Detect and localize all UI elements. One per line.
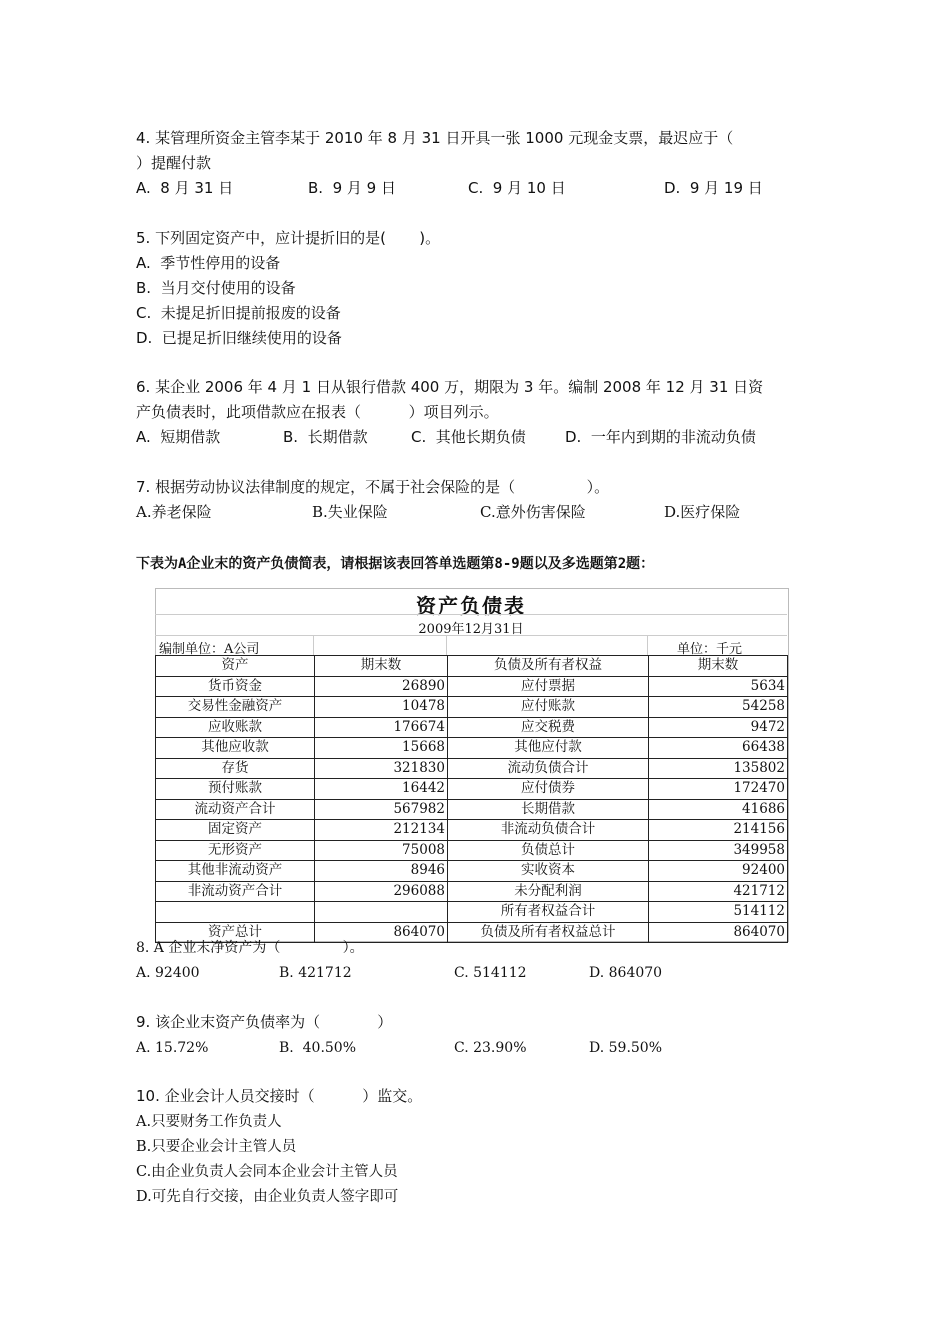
balance-sheet-title: 资产负债表 <box>416 594 526 618</box>
asset-amount: 26890 <box>315 676 448 697</box>
q10-stem: 10. 企业会计人员交接时（ ）监交。 <box>136 1087 423 1105</box>
table-row <box>156 881 788 902</box>
asset-name: 无形资产 <box>156 840 315 861</box>
balance-sheet-date: 2009年12月31日 <box>418 622 524 637</box>
asset-name: 其他非流动资产 <box>156 861 315 882</box>
asset-amount: 321830 <box>315 758 448 779</box>
q6-option-d: D. 一年内到期的非流动负债 <box>565 428 756 446</box>
asset-name: 应收账款 <box>156 717 315 738</box>
divider <box>647 635 648 655</box>
table-row <box>156 902 788 923</box>
q9-option-a: A. 15.72% <box>136 1040 209 1056</box>
asset-name: 非流动资产合计 <box>156 881 315 902</box>
table-row <box>156 717 788 738</box>
q8-option-a: A. 92400 <box>136 965 200 981</box>
liability-name: 非流动负债合计 <box>448 820 649 841</box>
q6-option-a: A. 短期借款 <box>136 428 221 446</box>
q9-stem: 9. 该企业末资产负债率为（ ） <box>136 1013 393 1031</box>
liability-amount: 864070 <box>649 922 788 943</box>
q9-option-d: D. 59.50% <box>589 1040 663 1056</box>
asset-name: 货币资金 <box>156 676 315 697</box>
q7-option-d: D.医疗保险 <box>664 503 741 521</box>
liability-name: 应付账款 <box>448 697 649 718</box>
asset-amount: 15668 <box>315 738 448 759</box>
asset-name: 流动资产合计 <box>156 799 315 820</box>
asset-name: 存货 <box>156 758 315 779</box>
q5-stem: 5. 下列固定资产中，应计提折旧的是( )。 <box>136 229 441 247</box>
liability-amount: 9472 <box>649 717 788 738</box>
asset-name: 固定资产 <box>156 820 315 841</box>
asset-name: 预付账款 <box>156 779 315 800</box>
liability-name: 负债总计 <box>448 840 649 861</box>
liability-amount: 92400 <box>649 861 788 882</box>
asset-amount: 567982 <box>315 799 448 820</box>
q10-option-a: A.只要财务工作负责人 <box>136 1114 282 1130</box>
q4-option-a: A. 8 月 31 日 <box>136 179 234 197</box>
q10-option-d: D.可先自行交接，由企业负责人签字即可 <box>136 1189 399 1205</box>
liability-amount: 172470 <box>649 779 788 800</box>
table-row <box>156 676 788 697</box>
q6-option-c: C. 其他长期负债 <box>411 428 526 446</box>
asset-amount <box>315 902 448 923</box>
liability-name: 负债及所有者权益总计 <box>448 922 649 943</box>
balance-sheet <box>153 588 789 942</box>
liability-amount: 349958 <box>649 840 788 861</box>
q5-option-c: C. 未提足折旧提前报废的设备 <box>136 304 341 322</box>
liability-amount: 41686 <box>649 799 788 820</box>
q6-stem-line2: 产负债表时，此项借款应在报表（ ）项目列示。 <box>136 403 499 421</box>
q8-option-b: B. 421712 <box>279 965 352 981</box>
asset-name: 其他应收款 <box>156 738 315 759</box>
q7-option-a: A.养老保险 <box>136 503 212 521</box>
unit-label: 单位：千元 <box>677 642 743 657</box>
asset-amount: 212134 <box>315 820 448 841</box>
table-row <box>156 697 788 718</box>
liability-amount: 5634 <box>649 676 788 697</box>
q7-stem: 7. 根据劳动协议法律制度的规定，不属于社会保险的是（ ）。 <box>136 478 610 496</box>
asset-amount: 75008 <box>315 840 448 861</box>
q5-option-a: A. 季节性停用的设备 <box>136 254 281 272</box>
q8-option-c: C. 514112 <box>454 965 527 981</box>
q6-stem-line1: 6. 某企业 2006 年 4 月 1 日从银行借款 400 万，期限为 3 年。编制 2008 年 12 月 31 日资 <box>136 378 764 396</box>
liability-amount: 54258 <box>649 697 788 718</box>
q9-option-b: B. 40.50% <box>279 1040 357 1056</box>
q6-option-b: B. 长期借款 <box>283 428 368 446</box>
liability-amount: 514112 <box>649 902 788 923</box>
asset-name: 资产总计 <box>156 922 315 943</box>
asset-name <box>156 902 315 923</box>
asset-amount: 8946 <box>315 861 448 882</box>
header-assets: 资产 <box>156 656 315 677</box>
q4-option-d: D. 9 月 19 日 <box>664 179 763 197</box>
table-row <box>156 779 788 800</box>
table-row <box>156 840 788 861</box>
liability-name: 流动负债合计 <box>448 758 649 779</box>
table-row <box>156 738 788 759</box>
liability-name: 长期借款 <box>448 799 649 820</box>
asset-amount: 296088 <box>315 881 448 902</box>
q7-option-c: C.意外伤害保险 <box>480 503 586 521</box>
liability-amount: 135802 <box>649 758 788 779</box>
asset-amount: 176674 <box>315 717 448 738</box>
liability-name: 实收资本 <box>448 861 649 882</box>
table-row <box>156 861 788 882</box>
q8-stem: 8. A 企业末净资产为（ ）。 <box>136 940 364 956</box>
q5-option-b: B. 当月交付使用的设备 <box>136 279 296 297</box>
header-liabilities: 负债及所有者权益 <box>448 656 649 677</box>
table-row <box>156 758 788 779</box>
liability-amount: 421712 <box>649 881 788 902</box>
divider <box>446 635 447 655</box>
asset-amount: 864070 <box>315 922 448 943</box>
table-header-row <box>156 656 788 677</box>
q4-stem-line1: 4. 某管理所资金主管李某于 2010 年 8 月 31 日开具一张 1000 元现金支票，最迟应于（ <box>136 129 734 147</box>
table-row <box>156 820 788 841</box>
table-intro: 下表为A企业末的资产负债简表，请根据该表回答单选题第8-9题以及多选题第2题： <box>136 556 655 572</box>
liability-name: 应交税费 <box>448 717 649 738</box>
balance-sheet-table <box>155 655 788 943</box>
q10-option-c: C.由企业负责人会同本企业会计主管人员 <box>136 1164 398 1180</box>
liability-name: 未分配利润 <box>448 881 649 902</box>
q8-option-d: D. 864070 <box>589 965 663 981</box>
liability-amount: 214156 <box>649 820 788 841</box>
q4-stem-line2: ）提醒付款 <box>136 154 212 172</box>
q4-option-c: C. 9 月 10 日 <box>468 179 566 197</box>
prepared-by: 编制单位：A公司 <box>159 642 260 657</box>
asset-name: 交易性金融资产 <box>156 697 315 718</box>
q9-option-c: C. 23.90% <box>454 1040 527 1056</box>
liability-name: 所有者权益合计 <box>448 902 649 923</box>
divider <box>155 614 787 615</box>
liability-name: 其他应付款 <box>448 738 649 759</box>
table-row <box>156 799 788 820</box>
header-assets-amount: 期末数 <box>315 656 448 677</box>
divider <box>313 635 314 655</box>
q7-option-b: B.失业保险 <box>312 503 388 521</box>
header-liabilities-amount: 期末数 <box>649 656 788 677</box>
divider <box>155 635 787 636</box>
asset-amount: 10478 <box>315 697 448 718</box>
asset-amount: 16442 <box>315 779 448 800</box>
liability-amount: 66438 <box>649 738 788 759</box>
liability-name: 应付债券 <box>448 779 649 800</box>
q4-option-b: B. 9 月 9 日 <box>308 179 396 197</box>
liability-name: 应付票据 <box>448 676 649 697</box>
q10-option-b: B.只要企业会计主管人员 <box>136 1139 297 1155</box>
q5-option-d: D. 已提足折旧继续使用的设备 <box>136 329 342 347</box>
